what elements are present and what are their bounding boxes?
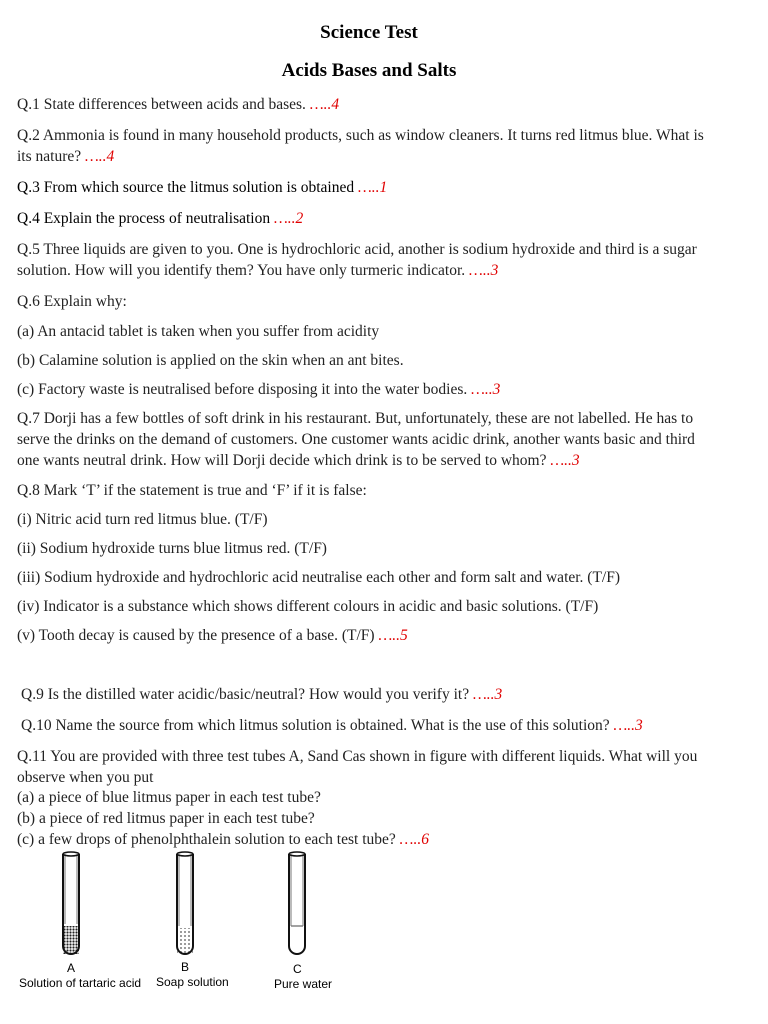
question-text: Q.4 Explain the process of neutralisation bbox=[17, 210, 274, 227]
question-text: Q.2 Ammonia is found in many household products, such as window cleaners. It turns red litmus blue. What is its nature? bbox=[17, 127, 704, 165]
question-6: Q.6 Explain why: bbox=[17, 293, 127, 310]
question-6-part-c bbox=[17, 379, 717, 400]
marks-label: …..1 bbox=[357, 179, 388, 196]
question-7 bbox=[17, 408, 717, 471]
question-1 bbox=[17, 94, 717, 115]
test-tube-a bbox=[63, 852, 79, 954]
tube-b-label: Soap solution bbox=[156, 975, 229, 989]
question-11-part-b: (b) a piece of red litmus paper in each test tube? bbox=[17, 810, 315, 827]
question-8: Q.8 Mark ‘T’ if the statement is true and ‘F’ if it is false: bbox=[17, 482, 367, 499]
question-5 bbox=[17, 239, 717, 281]
question-text: (v) Tooth decay is caused by the presence of a base. (T/F) bbox=[17, 627, 379, 644]
marks-label: …..5 bbox=[378, 627, 408, 644]
question-11-part-a: (a) a piece of blue litmus paper in each test tube? bbox=[17, 789, 321, 806]
marks-label: …..3 bbox=[550, 452, 580, 469]
page-subtitle: Acids Bases and Salts bbox=[281, 60, 457, 81]
test-tube-b bbox=[177, 852, 193, 954]
test-tubes-drawing bbox=[15, 850, 355, 962]
test-tube-c bbox=[289, 852, 305, 954]
question-text: Q.1 State differences between acids and bases. bbox=[17, 96, 310, 113]
tube-c-letter: C bbox=[293, 962, 302, 976]
question-text: (c) a few drops of phenolphthalein solution to each test tube? bbox=[17, 831, 400, 848]
question-3 bbox=[17, 177, 717, 198]
marks-label: …..3 bbox=[472, 686, 503, 703]
tube-b-letter: B bbox=[181, 960, 190, 974]
question-8-item-iii: (iii) Sodium hydroxide and hydrochloric acid neutralise each other and form salt and water. (T/F) bbox=[17, 569, 621, 586]
question-8-item-ii: (ii) Sodium hydroxide turns blue litmus red. (T/F) bbox=[17, 540, 327, 557]
question-text: Q.3 From which source the litmus solution is obtained bbox=[17, 179, 358, 196]
page-title: Science Test bbox=[320, 22, 418, 43]
marks-label: …..3 bbox=[471, 381, 501, 398]
tube-a-label: Solution of tartaric acid bbox=[19, 976, 142, 990]
question-text: Q.5 Three liquids are given to you. One is hydrochloric acid, another is sodium hydroxide and third is a sugar solution. How will you identify them? You have only turmeric indicator. bbox=[17, 241, 697, 279]
question-text: Q.10 Name the source from which litmus solution is obtained. What is the use of this solution? bbox=[21, 717, 614, 734]
tube-a-letter: A bbox=[67, 961, 76, 975]
tube-c-label: Pure water bbox=[274, 977, 333, 991]
question-11: Q.11 You are provided with three test tubes A, Sand Cas shown in figure with different liquids. What will you observe when you put bbox=[17, 748, 698, 786]
question-8-item-i: (i) Nitric acid turn red litmus blue. (T/F) bbox=[17, 511, 268, 528]
marks-label: …..4 bbox=[309, 96, 340, 113]
question-text: Q.7 Dorji has a few bottles of soft drink in his restaurant. But, unfortunately, these are not labelled. He has to serve the drinks on the demand of customers. One customer wants acidic drink, another wants basic and third one wants neutral drink. How will Dorji decide which drink is to be served to whom? bbox=[17, 410, 695, 469]
question-10 bbox=[21, 715, 721, 736]
question-text: Q.9 Is the distilled water acidic/basic/neutral? How would you verify it? bbox=[21, 686, 473, 703]
marks-label: …..4 bbox=[85, 148, 115, 165]
question-8-item-v bbox=[17, 625, 717, 646]
marks-label: …..3 bbox=[469, 262, 499, 279]
question-9 bbox=[21, 684, 721, 705]
question-6-part-a: (a) An antacid tablet is taken when you suffer from acidity bbox=[17, 323, 380, 340]
question-text: (c) Factory waste is neutralised before disposing it into the water bodies. bbox=[17, 381, 472, 398]
question-4 bbox=[17, 208, 717, 229]
question-6-part-b: (b) Calamine solution is applied on the skin when an ant bites. bbox=[17, 352, 404, 369]
marks-label: …..2 bbox=[273, 210, 304, 227]
marks-label: …..6 bbox=[399, 831, 429, 848]
question-2 bbox=[17, 125, 717, 167]
question-8-item-iv: (iv) Indicator is a substance which shows different colours in acidic and basic solutions. (T/F) bbox=[17, 598, 599, 615]
question-11-part-c bbox=[17, 829, 717, 850]
marks-label: …..3 bbox=[613, 717, 643, 734]
test-tubes-figure bbox=[15, 850, 355, 1000]
